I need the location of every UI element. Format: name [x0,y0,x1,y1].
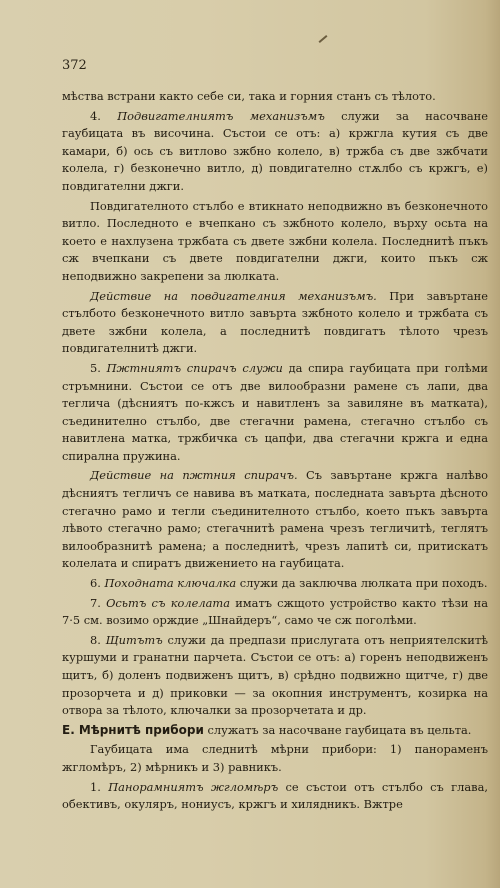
paragraph-text: Съ завъртане кржга налѣво дѣсниятъ тегличъ се навива въ матката, последната завърта дѣсното стегачно рамо и тегли съединителното стълбо, което пъкъ завърта лѣвото стегачно рамо; стегачнитѣ рамена чрезъ тегличитѣ, теглятъ вилообразнитѣ рамена; а последнитѣ, чрезъ лапитѣ си, притискатъ колелата и спиратъ движението на гаубицата. [62,468,489,571]
paragraph-text: служатъ за насочване гаубицата въ цельта. [203,722,472,737]
item-title: Панорамниятъ жгломѣръ [108,779,279,794]
page-number: 372 [62,58,87,73]
paragraph [62,575,488,593]
paragraph-text: служи за насочване гаубицата въ височина. Състои се отъ: а) кржгла кутия съ две камари, б) ось съ витлово зжбно колело, в) тржба съ две зжбчати колела, г) безконечно витло, д) повдигателно стѫлбо съ кржгъ, е) повдигателни джги. [62,108,488,193]
item-title: Щитътъ [105,632,163,647]
paragraph-text: Гаубицата има следнитѣ мѣрни прибори: 1) панораменъ жгломѣръ, 2) мѣрникъ и 3) равникъ. [62,742,488,774]
section-title: Действие на повдигателния механизъмъ. [90,288,377,303]
item-number: 6. [90,576,105,591]
paragraph [62,779,488,814]
paragraph-text: да спира гаубицата при голѣми стръмнини. Състои се отъ две вилообразни рамене съ лапи, два теглича (дѣсниятъ по-кжсъ и навитленъ за завиляне въ матката), съединително стълбо, две стегачни рамена, стегачно стълбо съ навитлена матка, тржбичка съ цапфи, два стегачни кржга и една спирална пружина. [62,360,488,463]
paragraph-text: иматъ сжщото устройство както тѣзи на 7·5 см. возимо орждие „Шнайдеръ“, само че сж поголѣми. [62,595,488,628]
paragraph-text: служи да предпази прислугата отъ неприятелскитѣ куршуми и гранатни парчета. Състои се отъ: а) горенъ неподвиженъ щитъ, б) доленъ подвиженъ щитъ, в) срѣдно подвижно щитче, г) две прозорчета и д) приковки — за окопния инструментъ, козирка на отвора за тѣлото, ключалки за прозорчетата и др. [62,632,488,718]
paragraph [62,360,488,466]
paragraph-text: се състои отъ стълбо съ глава, обективъ, окуляръ, нониусъ, кржгъ и хилядникъ. Вжтре [62,779,488,812]
item-number: 4. [90,108,118,123]
paragraph [62,88,488,106]
pencil-mark [319,35,328,43]
paragraph [62,108,488,196]
paragraph [62,595,488,630]
item-number: 5. [90,360,107,375]
section-title: Действие на пжтния спирачъ. [90,468,298,483]
item-title: Подвигателниятъ механизъмъ [117,108,325,123]
item-number: 1. [90,779,109,794]
paragraph-text: При завъртане стълбото безконечното витло завърта зжбното колело и тржбата съ двете зжбни колела, а последнитѣ повдигатъ тѣлото чрезъ повдигателнитѣ джги. [62,288,488,356]
paragraph-text: Повдигателното стълбо е втикнато неподвижно въ безконечното витло. Последното е вчепкано съ зжбното колело, върху осьта на което е нахлузена тржбата съ двете зжбни колела. Последнитѣ пъкъ сж вчепкани съ двете повдигателни джги, които пъкъ сж неподвижно закрепени за люлката. [62,198,488,283]
item-number: 7. [90,595,107,610]
paragraph [62,198,488,286]
paragraph [62,632,488,720]
page-body [62,88,488,816]
paragraph [62,467,488,573]
item-title: Пжтниятъ спирачъ служи [106,360,283,375]
paragraph [62,288,488,358]
paragraph-text: служи да заключва люлката при походъ. [236,576,488,591]
item-title: Походната ключалка [104,576,237,591]
item-number: 8. [90,632,106,647]
paragraph-text: мѣства встрани както себе си, така и горния станъ съ тѣлото. [62,89,436,103]
paragraph [62,741,488,776]
heading-title: Е. Мѣрнитѣ прибори [62,722,204,737]
item-title: Осьтъ съ колелата [106,595,231,610]
section-heading [62,722,488,740]
